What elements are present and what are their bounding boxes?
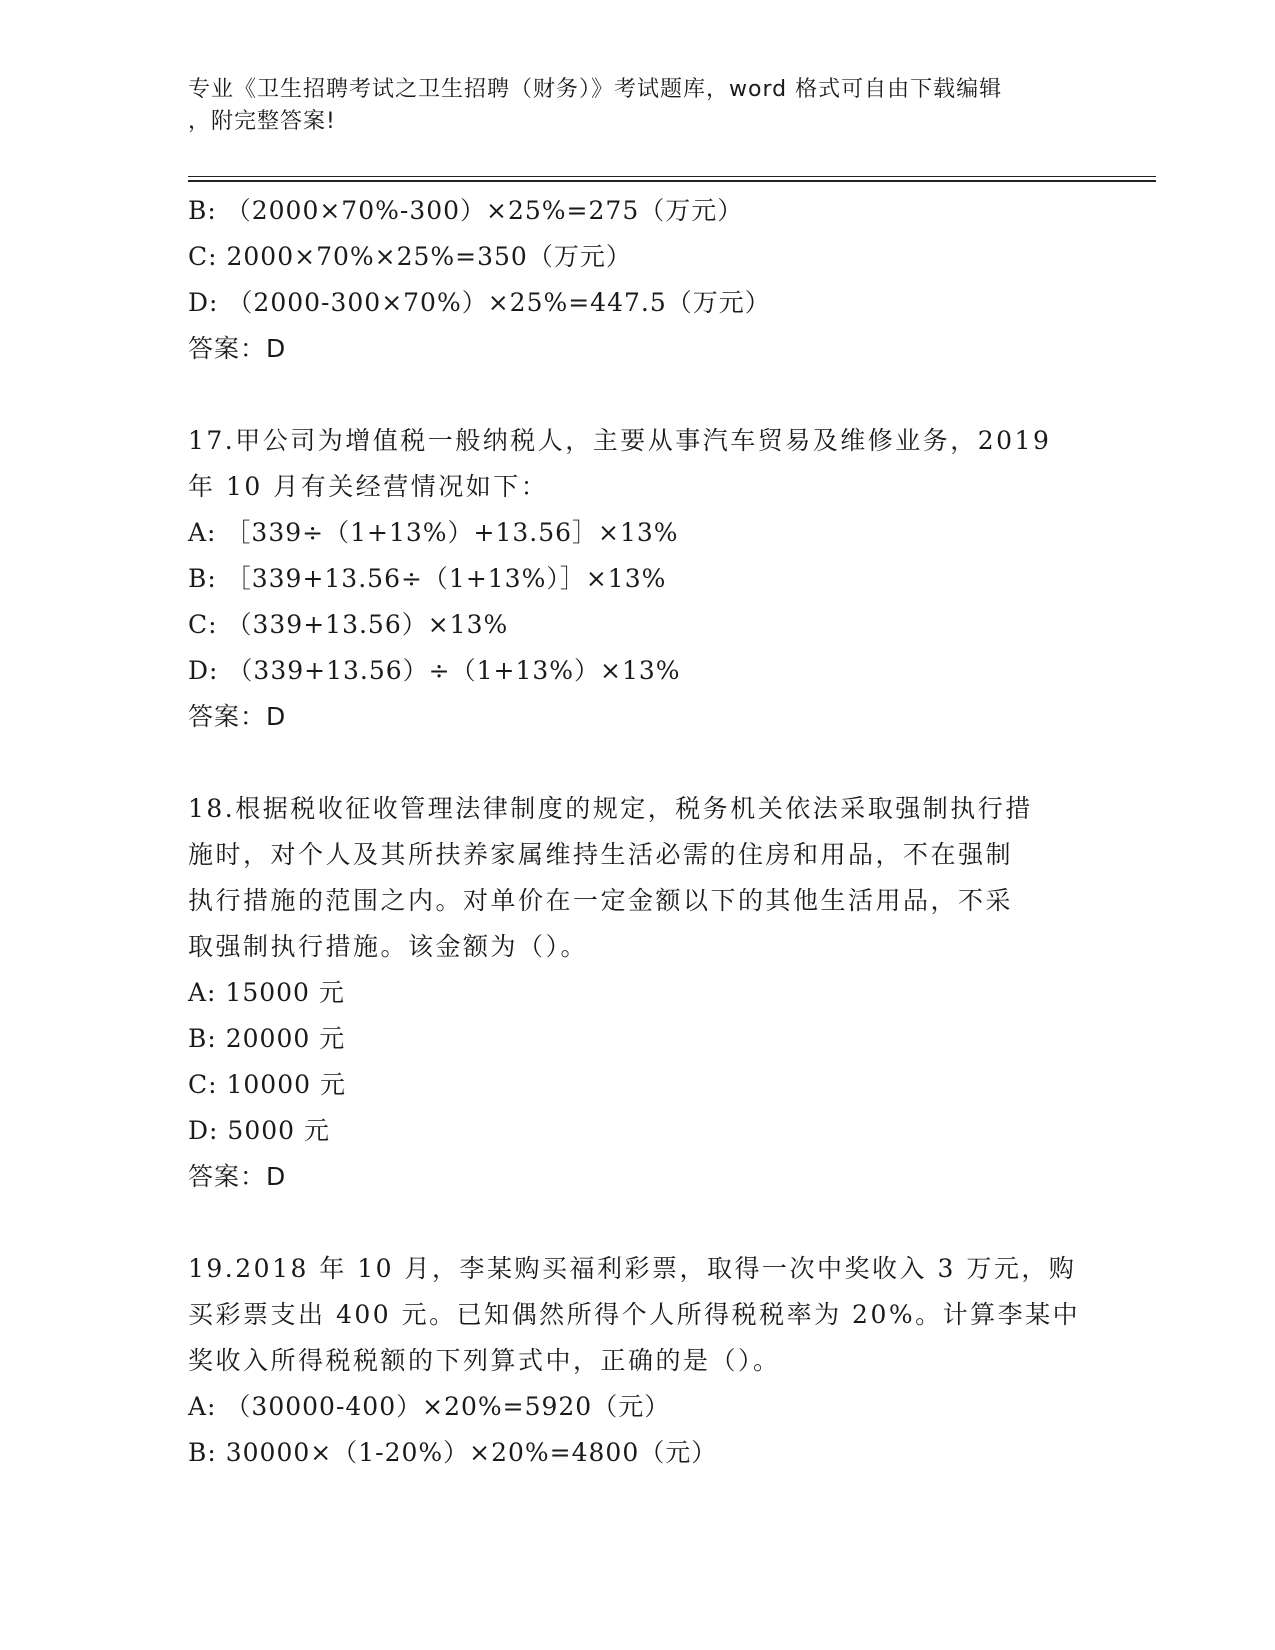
option-a: A: （30000-400）×20%=5920（元） — [188, 1392, 671, 1421]
option-a: A: 15000 元 — [188, 978, 345, 1007]
header-line-1: 专业《卫生招聘考试之卫生招聘（财务）》考试题库，word 格式可自由下载编辑 — [188, 77, 1003, 102]
option-b: B: 20000 元 — [188, 1024, 346, 1053]
question-stem-line: 18.根据税收征收管理法律制度的规定，税务机关依法采取强制执行措 — [188, 794, 1033, 823]
answer-line: 答案：D — [188, 702, 287, 731]
option-b: B: 30000×（1-20%）×20%=4800（元） — [188, 1438, 718, 1467]
option-d: D: （339+13.56）÷（1+13%）×13% — [188, 656, 681, 685]
option-c: C: 10000 元 — [188, 1070, 346, 1099]
answer-line: 答案：D — [188, 334, 287, 363]
question-18 — [188, 786, 1088, 1200]
question-19 — [188, 1246, 1088, 1476]
question-stem-line: 取强制执行措施。该金额为（）。 — [188, 932, 589, 961]
option-d: D: （2000-300×70%）×25%=447.5（万元） — [188, 288, 771, 317]
option-c: C: 2000×70%×25%=350（万元） — [188, 242, 632, 271]
option-b: B: （2000×70%-300）×25%=275（万元） — [188, 196, 744, 225]
question-16 — [188, 188, 1088, 372]
header-line-2: ，附完整答案! — [188, 109, 336, 134]
question-stem-line: 施时，对个人及其所扶养家属维持生活必需的住房和用品，不在强制 — [188, 840, 1014, 869]
option-c: C: （339+13.56）×13% — [188, 610, 509, 639]
question-stem-line: 买彩票支出 400 元。已知偶然所得个人所得税税率为 20%。计算李某中 — [188, 1300, 1081, 1329]
option-b: B: ［339+13.56÷（1+13%）］×13% — [188, 564, 667, 593]
question-stem-line: 17.甲公司为增值税一般纳税人，主要从事汽车贸易及维修业务，2019 — [188, 426, 1052, 455]
page-header — [188, 74, 1088, 138]
answer-line: 答案：D — [188, 1162, 287, 1191]
question-stem-line: 执行措施的范围之内。对单价在一定金额以下的其他生活用品，不采 — [188, 886, 1014, 915]
question-17 — [188, 418, 1088, 740]
question-stem-line: 奖收入所得税税额的下列算式中，正确的是（）。 — [188, 1346, 781, 1375]
option-a: A: ［339÷（1+13%）+13.56］×13% — [188, 518, 679, 547]
option-d: D: 5000 元 — [188, 1116, 330, 1145]
question-stem-line: 19.2018 年 10 月，李某购买福利彩票，取得一次中奖收入 3 万元，购 — [188, 1254, 1077, 1283]
question-list — [188, 188, 1088, 1476]
question-stem-line: 年 10 月有关经营情况如下： — [188, 472, 549, 501]
header-divider — [188, 176, 1156, 182]
